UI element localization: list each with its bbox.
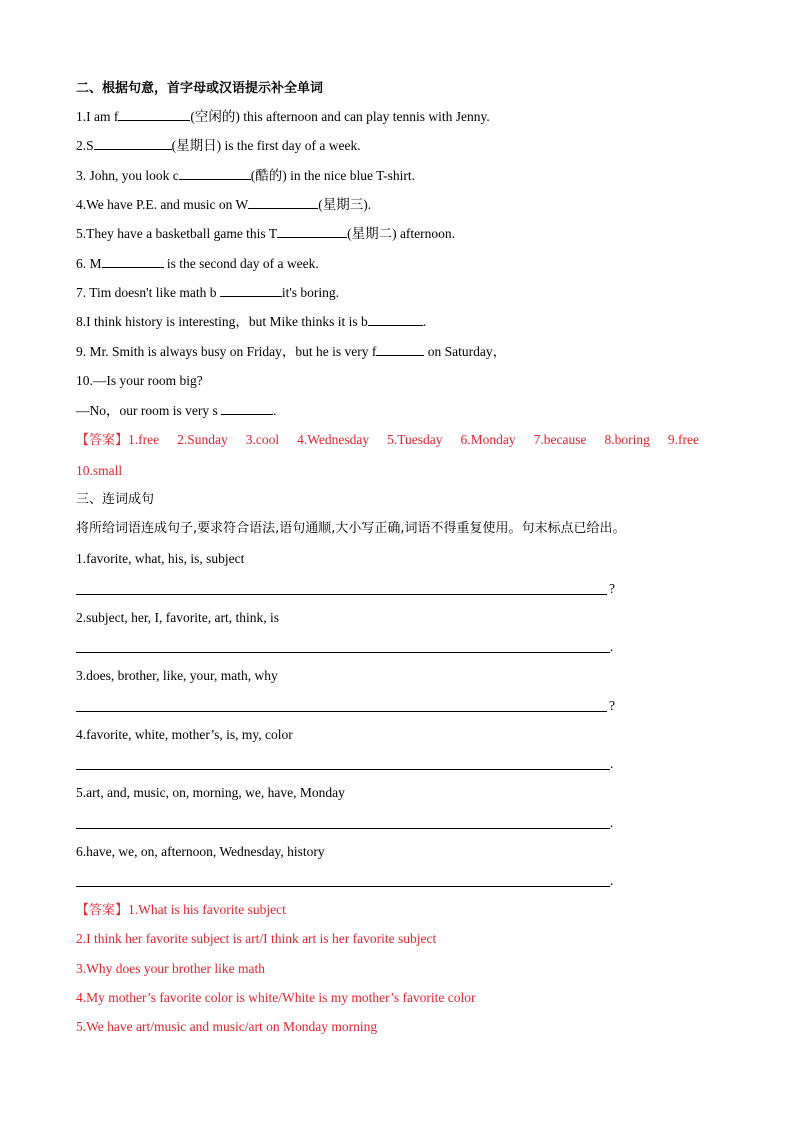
reorder-item-1-words: 1.favorite, what, his, is, subject [76, 551, 245, 566]
question-9 [76, 343, 506, 361]
question-4-hint: (星期三). [318, 197, 372, 212]
reorder-item-6-end-punctuation: . [610, 873, 614, 888]
reorder-item-3-answer-line[interactable] [76, 711, 607, 712]
section-3-answer-3: 3.Why does your brother like math [76, 961, 265, 976]
reorder-item-5-answer-line[interactable] [76, 828, 610, 829]
reorder-item-6-answer-line[interactable] [76, 886, 610, 887]
answer-list [128, 432, 699, 447]
question-7-prompt: 7. Tim doesn't like math b [76, 285, 220, 300]
question-8 [76, 313, 426, 331]
question-1-blank[interactable] [118, 108, 190, 121]
question-8-blank[interactable] [368, 313, 423, 326]
answer-item: 3.cool [245, 432, 280, 447]
question-6 [76, 255, 319, 273]
question-1-hint: (空闲的) this afternoon and can play tennis with Jenny. [190, 109, 490, 124]
reorder-item-5-end-punctuation: . [610, 815, 614, 830]
answer-item: 5.Tuesday [387, 432, 443, 447]
answer-item: 7.because [533, 432, 587, 447]
question-5-hint: (星期二) afternoon. [347, 226, 456, 241]
answer-text: 1.What is his favorite subject [128, 902, 286, 917]
question-1 [76, 108, 490, 126]
reorder-item-3-end-punctuation: ? [609, 698, 615, 713]
answer-label: 【答案】 [76, 433, 129, 448]
section-3-answer-5: 5.We have art/music and music/art on Monday morning [76, 1019, 378, 1034]
section-3-answer-4: 4.My mother’s favorite color is white/White is my mother’s favorite color [76, 990, 476, 1005]
answer-item: 6.Monday [460, 432, 516, 447]
question-10-blank[interactable] [221, 402, 273, 415]
question-7 [76, 284, 339, 302]
answer-item: 1.free [128, 432, 160, 447]
question-5-prompt: 5.They have a basketball game this T [76, 226, 278, 241]
answer-item: 4.Wednesday [297, 432, 370, 447]
question-10-answer [76, 402, 277, 420]
reorder-item-4-end-punctuation: . [610, 756, 614, 771]
answer-item: 2.Sunday [177, 432, 228, 447]
question-4-blank[interactable] [248, 196, 318, 209]
section-3-instruction: 将所给词语连成句子,要求符合语法,语句通顺,大小写正确,词语不得重复使用。句末标点已给出。 [76, 521, 626, 536]
question-8-hint: . [422, 314, 427, 329]
section-3-heading: 三、连词成句 [76, 492, 155, 507]
question-9-blank[interactable] [376, 343, 424, 356]
question-2-hint: (星期日) is the first day of a week. [171, 138, 361, 153]
reorder-item-2-answer-line[interactable] [76, 652, 610, 653]
section-2-answer-10: 10.small [76, 463, 123, 478]
question-5-blank[interactable] [277, 225, 347, 238]
answer-label: 【答案】 [76, 903, 129, 918]
answer-item: 8.boring [604, 432, 650, 447]
question-10-prompt: —No，our room is very s [76, 403, 222, 418]
question-6-hint: is the second day of a week. [163, 256, 319, 271]
section-3-answer-2: 2.I think her favorite subject is art/I think art is her favorite subject [76, 931, 437, 946]
question-1-prompt: 1.I am f [76, 109, 119, 124]
question-9-hint: on Saturday， [424, 344, 507, 359]
reorder-item-5-words: 5.art, and, music, on, morning, we, have, Monday [76, 785, 345, 800]
question-7-hint: it's boring. [281, 285, 340, 300]
question-6-blank[interactable] [102, 255, 164, 268]
question-3-prompt: 3. John, you look c [76, 168, 179, 183]
reorder-item-4-words: 4.favorite, white, mother’s, is, my, color [76, 727, 293, 742]
reorder-item-2-end-punctuation: . [610, 639, 614, 654]
question-5 [76, 225, 455, 243]
question-2 [76, 137, 361, 155]
answer-item: 9.free [667, 432, 699, 447]
reorder-item-1-answer-line[interactable] [76, 594, 607, 595]
section-2-heading: 二、根据句意，首字母或汉语提示补全单词 [76, 81, 324, 96]
reorder-item-6-words: 6.have, we, on, afternoon, Wednesday, history [76, 844, 325, 859]
question-2-prompt: 2.S [76, 138, 94, 153]
question-4-prompt: 4.We have P.E. and music on W [76, 197, 249, 212]
question-3 [76, 167, 415, 185]
question-6-prompt: 6. M [76, 256, 102, 271]
reorder-item-2-words: 2.subject, her, I, favorite, art, think, is [76, 610, 280, 625]
section-2-answers [76, 431, 699, 450]
question-8-prompt: 8.I think history is interesting，but Mike thinks it is b [76, 314, 368, 329]
question-4 [76, 196, 371, 214]
question-2-blank[interactable] [94, 137, 172, 150]
question-7-blank[interactable] [220, 284, 282, 297]
reorder-item-1-end-punctuation: ? [609, 581, 615, 596]
question-3-hint: (酷的) in the nice blue T-shirt. [250, 168, 415, 183]
question-10-hint: . [273, 403, 277, 418]
question-10-question: 10.—Is your room big? [76, 373, 203, 388]
question-3-blank[interactable] [179, 167, 251, 180]
section-3-answer-1 [76, 901, 286, 920]
question-9-prompt: 9. Mr. Smith is always busy on Friday，but he is very f [76, 344, 377, 359]
reorder-item-3-words: 3.does, brother, like, your, math, why [76, 668, 278, 683]
reorder-item-4-answer-line[interactable] [76, 769, 610, 770]
